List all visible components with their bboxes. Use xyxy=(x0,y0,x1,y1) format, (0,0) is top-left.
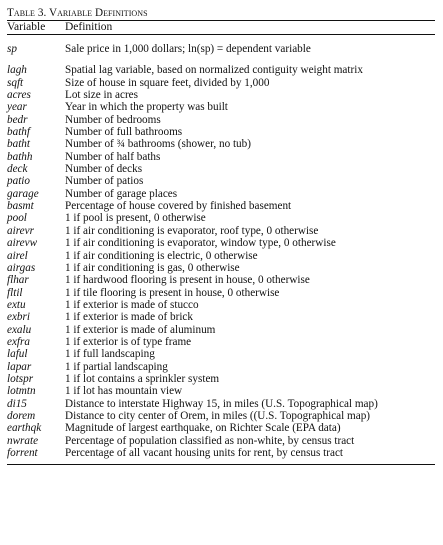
table-body xyxy=(7,64,435,459)
variable-name: lotspr xyxy=(7,372,34,385)
variable-name: lagh xyxy=(7,64,27,77)
variable-definition: 1 if exterior is of type frame xyxy=(65,335,192,348)
table-row xyxy=(7,138,435,150)
variable-name: airevw xyxy=(7,237,38,250)
table-row xyxy=(7,373,435,385)
table-row xyxy=(7,126,435,138)
variable-name: dorem xyxy=(7,409,36,422)
variable-definition: Sale price in 1,000 dollars; ln(sp) = dependent variable xyxy=(65,43,311,55)
table-row xyxy=(7,336,435,348)
table-row xyxy=(7,237,435,249)
table-row xyxy=(7,163,435,175)
variable-name: garage xyxy=(7,187,39,200)
variable-definition: Percentage of all vacant housing units for rent, by census tract xyxy=(65,447,344,459)
variable-name: bathh xyxy=(7,150,33,163)
table-row xyxy=(7,385,435,397)
variable-name: year xyxy=(7,101,27,114)
variable-name: flhar xyxy=(7,274,29,287)
table-row xyxy=(7,287,435,299)
table-row xyxy=(7,77,435,89)
variable-name: bathf xyxy=(7,126,30,139)
variable-name: bedr xyxy=(7,113,28,126)
variable-definition: 1 if full landscaping xyxy=(65,348,155,361)
variable-name: airevr xyxy=(7,224,34,237)
variable-definition: Number of half baths xyxy=(65,150,161,163)
variable-name: airel xyxy=(7,249,28,262)
table-row xyxy=(7,361,435,373)
table-caption xyxy=(7,6,435,20)
variable-definition: Number of decks xyxy=(65,163,143,176)
variable-name: lapar xyxy=(7,360,32,373)
variable-name: sqft xyxy=(7,76,24,89)
variable-definition: 1 if exterior is made of stucco xyxy=(65,298,199,311)
variable-definition: Distance to interstate Highway 15, in miles (U.S. Topographical map) xyxy=(65,397,378,410)
variable-definition: Number of patios xyxy=(65,175,144,188)
table-row xyxy=(7,101,435,113)
variable-name: earthqk xyxy=(7,422,42,435)
variable-name: pool xyxy=(7,212,27,225)
variable-definition: 1 if pool is present, 0 otherwise xyxy=(65,212,206,225)
table-row xyxy=(7,175,435,187)
table-row xyxy=(7,324,435,336)
table-row xyxy=(7,398,435,410)
table-row xyxy=(7,89,435,101)
variable-definition: Number of bedrooms xyxy=(65,113,161,126)
table-row xyxy=(7,225,435,237)
variable-definition: Percentage of population classified as non-white, by census tract xyxy=(65,434,355,447)
variable-definition: Size of house in square feet, divided by 1,000 xyxy=(65,76,270,89)
variable-definition: 1 if air conditioning is electric, 0 otherwise xyxy=(65,249,258,262)
table-row xyxy=(7,447,435,459)
variable-name: laful xyxy=(7,348,28,361)
table-row xyxy=(7,348,435,360)
variable-definition: 1 if exterior is made of brick xyxy=(65,311,193,324)
variable-name: deck xyxy=(7,163,28,176)
header-variable: Variable xyxy=(7,21,46,33)
variable-definition: Lot size in acres xyxy=(65,89,138,102)
variable-name: exalu xyxy=(7,323,32,336)
table-row xyxy=(7,435,435,447)
variable-name: exfra xyxy=(7,335,30,348)
table-row xyxy=(7,299,435,311)
variable-definition: Number of full bathrooms xyxy=(65,126,183,139)
variable-name: batht xyxy=(7,138,30,151)
table-row xyxy=(7,188,435,200)
variable-name: patio xyxy=(7,175,30,188)
variable-definition: 1 if air conditioning is gas, 0 otherwise xyxy=(65,261,240,274)
variable-definition: 1 if lot has mountain view xyxy=(65,385,183,398)
variable-definition: Magnitude of largest earthquake, on Richter Scale (EPA data) xyxy=(65,422,341,435)
variable-definition: 1 if exterior is made of aluminum xyxy=(65,323,216,336)
table-caption-title: Variable Definitions xyxy=(48,7,148,19)
variable-definition: 1 if tile flooring is present in house, 0 otherwise xyxy=(65,286,280,299)
variable-name: nwrate xyxy=(7,434,39,447)
variable-definition: Number of ¾ bathrooms (shower, no tub) xyxy=(65,138,251,151)
variable-definition: Distance to city center of Orem, in miles ((U.S. Topographical map) xyxy=(65,409,371,422)
header-definition: Definition xyxy=(65,21,113,33)
variable-definition: Number of garage places xyxy=(65,187,178,200)
table-caption-prefix: Table 3. xyxy=(7,7,49,19)
table-row xyxy=(7,64,435,76)
variable-definition: Year in which the property was built xyxy=(65,101,228,114)
variable-definition: 1 if air conditioning is evaporator, window type, 0 otherwise xyxy=(65,237,336,250)
table-row xyxy=(7,274,435,286)
variable-name: extu xyxy=(7,298,26,311)
variable-name: exbri xyxy=(7,311,30,324)
variable-name: acres xyxy=(7,89,31,102)
table-row xyxy=(7,151,435,163)
variable-name: fltil xyxy=(7,286,23,299)
table-row xyxy=(7,422,435,434)
table-row xyxy=(7,311,435,323)
bottom-rule xyxy=(7,464,435,465)
variable-definition: 1 if hardwood flooring is present in house, 0 otherwise xyxy=(65,274,310,287)
variable-definitions-table xyxy=(7,6,435,465)
variable-definition: Spatial lag variable, based on normalized contiguity weight matrix xyxy=(65,64,363,77)
variable-name: airgas xyxy=(7,261,36,274)
variable-name: di15 xyxy=(7,397,27,410)
table-row xyxy=(7,250,435,262)
table-row xyxy=(7,410,435,422)
table-header xyxy=(7,21,435,34)
variable-definition: 1 if partial landscaping xyxy=(65,360,168,373)
table-row xyxy=(7,212,435,224)
table-row xyxy=(7,114,435,126)
table-row-dependent xyxy=(7,43,435,55)
table-row xyxy=(7,262,435,274)
variable-definition: 1 if air conditioning is evaporator, roof type, 0 otherwise xyxy=(65,224,319,237)
variable-definition: 1 if lot contains a sprinkler system xyxy=(65,372,220,385)
variable-name: lotmtn xyxy=(7,385,36,398)
variable-name: sp xyxy=(7,43,17,55)
variable-name: basmt xyxy=(7,200,34,213)
variable-definition: Percentage of house covered by finished basement xyxy=(65,200,292,213)
variable-name: forrent xyxy=(7,447,38,459)
table-row xyxy=(7,200,435,212)
